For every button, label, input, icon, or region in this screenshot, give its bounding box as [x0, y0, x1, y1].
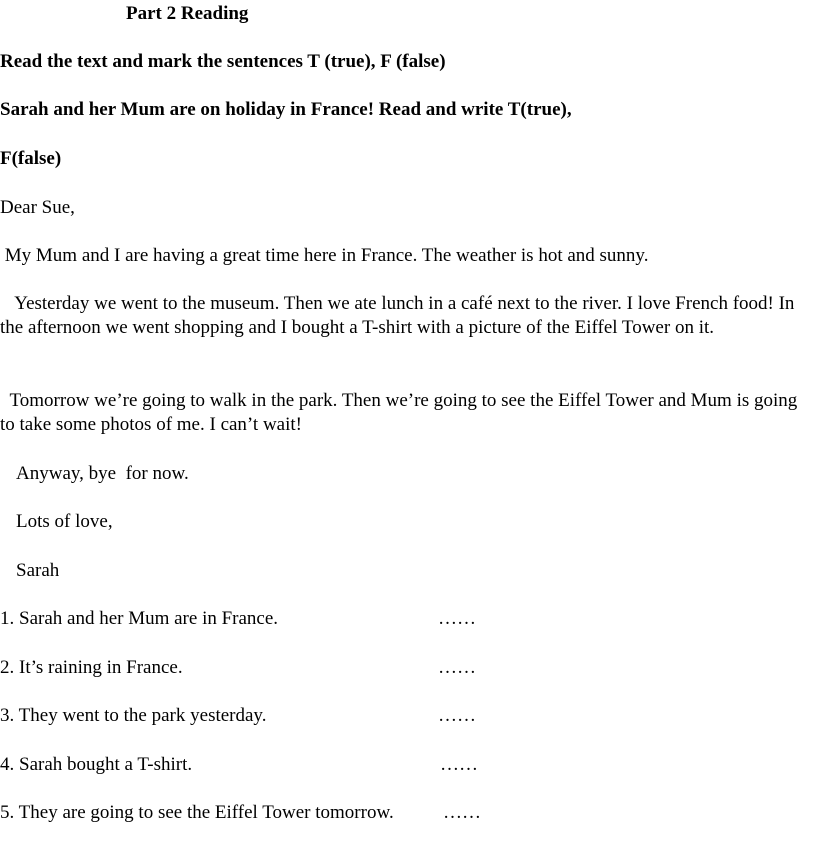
- answer-blank[interactable]: ……: [440, 754, 478, 775]
- question-item: 2. It’s raining in France.: [0, 657, 183, 678]
- question-item: 4. Sarah bought a T-shirt.: [0, 754, 193, 775]
- answer-blank[interactable]: ……: [438, 657, 476, 678]
- letter-closing-bye: Anyway, bye for now.: [16, 463, 189, 484]
- letter-paragraph-3: Tomorrow we’re going to walk in the park. Then we’re going to see the Eiffel Tower and Mum is going to take some photos of me. I can’t wait!: [0, 390, 803, 435]
- instruction-holiday-line1: Sarah and her Mum are on holiday in France! Read and write T(true),: [0, 99, 572, 120]
- answer-blank[interactable]: ……: [438, 608, 476, 629]
- section-heading: Part 2 Reading: [126, 3, 249, 24]
- letter-closing-love: Lots of love,: [16, 511, 113, 532]
- letter-paragraph-1: My Mum and I are having a great time here in France. The weather is hot and sunny.: [0, 245, 649, 266]
- answer-blank[interactable]: ……: [443, 802, 481, 823]
- instruction-mark-true-false: Read the text and mark the sentences T (true), F (false): [0, 51, 446, 72]
- letter-greeting: Dear Sue,: [0, 197, 75, 218]
- answer-blank[interactable]: ……: [438, 705, 476, 726]
- letter-signature: Sarah: [16, 560, 60, 581]
- letter-paragraph-2: Yesterday we went to the museum. Then we ate lunch in a café next to the river. I love French food! In the afternoon we went shopping and I bought a T-shirt with a picture of the Eiffel Tower on it.: [0, 293, 800, 338]
- question-item: 1. Sarah and her Mum are in France.: [0, 608, 279, 629]
- instruction-holiday-line2: F(false): [0, 148, 62, 169]
- question-item: 5. They are going to see the Eiffel Tower tomorrow.: [0, 802, 394, 823]
- question-item: 3. They went to the park yesterday.: [0, 705, 267, 726]
